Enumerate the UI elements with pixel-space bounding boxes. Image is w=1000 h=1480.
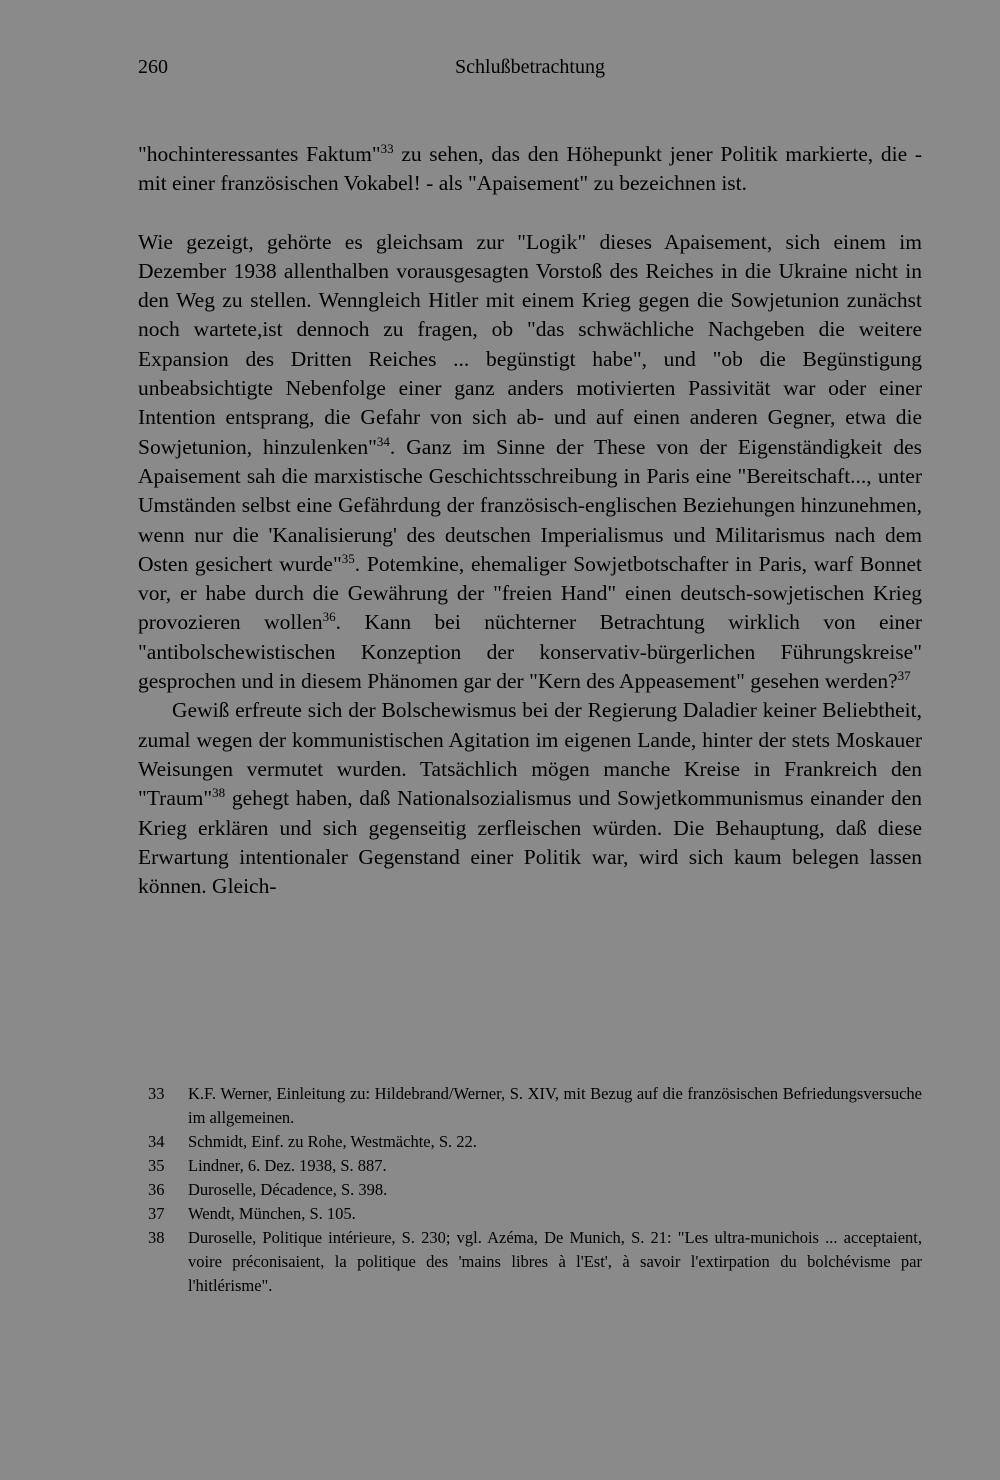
footnote-ref-38: 38: [212, 785, 226, 801]
footnote-number: 38: [148, 1228, 165, 1247]
text-run: . Kann bei nüchterner Betrachtung wirklich von einer "antibolschewistischen Konzeption der konservativ-bürgerlichen Führungskreise" gesprochen und in diesem Phänomen gar der "Kern des Appeasement" gesehen werden?: [138, 610, 922, 694]
footnote-text: K.F. Werner, Einleitung zu: Hildebrand/Werner, S. XIV, mit Bezug auf die französischen Befriedungsversuche im allgemeinen.: [188, 1084, 922, 1127]
paragraph-1: [138, 140, 922, 199]
footnote-text: Duroselle, Décadence, S. 398.: [188, 1180, 388, 1199]
footnote-number: 35: [148, 1156, 165, 1175]
footnote-number: 34: [148, 1132, 165, 1151]
footnote-35: [148, 1154, 922, 1178]
text-run: . Ganz im Sinne der These von der Eigenständigkeit des Apaisement sah die marxistische Geschichtsschreibung in Paris eine "Bereitschaft..., unter Umständen selbst eine Gefährdung der französisch-englischen Beziehungen hinzunehmen, wenn nur die 'Kanalisierung' des deutschen Imperialismus und Militarismus nach dem Osten gesichert wurde": [138, 434, 922, 576]
text-run: zu sehen, das den Höhepunkt jener Politik markierte, die - mit einer französischen Vokabel! - als "Apaisement" zu bezeichnen ist.: [138, 142, 922, 196]
footnote-number: 36: [148, 1180, 165, 1199]
footnote-number: 33: [148, 1084, 165, 1103]
footnote-text: Duroselle, Politique intérieure, S. 230; vgl. Azéma, De Munich, S. 21: "Les ultra-munichois ... acceptaient, voire préconisaient, la politique des 'mains libres à l'Est', à savoir l'extirpation du bolchévisme par l'hitlérisme".: [188, 1228, 922, 1295]
footnote-33: [148, 1082, 922, 1130]
footnotes: [148, 1082, 922, 1298]
main-text: [138, 140, 922, 901]
text-run: Wie gezeigt, gehörte es gleichsam zur "Logik" dieses Apaisement, sich einem im Dezember 1938 allenthalben vorausgesagten Vorstoß des Reiches in die Ukraine nicht in den Weg zu stellen. Wenngleich Hitler mit einem Krieg gegen die Sowjetunion zunächst noch wartete,ist dennoch zu fragen, ob "das schwächliche Nachgeben die weitere Expansion des Dritten Reiches ... begünstigt habe", und "ob die Begünstigung unbeabsichtigte Nebenfolge einer ganz anders motivierten Passivität war oder einer Intention entsprang, die Gefahr von sich ab- und auf einen anderen Gegner, etwa die Sowjetunion, hinzulenken": [138, 229, 922, 459]
footnote-text: Lindner, 6. Dez. 1938, S. 887.: [188, 1156, 387, 1175]
footnote-ref-33: 33: [380, 140, 394, 156]
footnote-text: Schmidt, Einf. zu Rohe, Westmächte, S. 22.: [188, 1132, 477, 1151]
footnote-34: [148, 1130, 922, 1154]
footnote-38: [148, 1226, 922, 1298]
text-run: Gewiß erfreute sich der Bolschewismus bei der Regierung Daladier keiner Beliebtheit, zumal wegen der kommunistischen Agitation im eigenen Lande, hinter der stets Moskauer Weisungen vermutet wurden. Tatsächlich mögen manche Kreise in Frankreich den "Traum": [138, 698, 922, 811]
footnote-ref-34: 34: [376, 433, 390, 449]
paragraph-3: [138, 696, 922, 901]
footnote-ref-37: 37: [897, 667, 911, 683]
running-header: [138, 56, 922, 86]
footnote-number: 37: [148, 1204, 165, 1223]
footnote-ref-36: 36: [322, 609, 336, 625]
paragraph-2: [138, 228, 922, 697]
footnote-37: [148, 1202, 922, 1226]
footnote-36: [148, 1178, 922, 1202]
running-title: Schlußbetrachtung: [455, 56, 605, 78]
text-run: . Potemkine, ehemaliger Sowjetbotschafter in Paris, warf Bonnet vor, er habe durch die Gewährung der "freien Hand" einen deutsch-sowjetischen Krieg provozieren wollen: [138, 551, 922, 635]
page-number: 260: [138, 56, 168, 78]
text-run: "hochinteressantes Faktum": [138, 142, 381, 166]
text-run: gehegt haben, daß Nationalsozialismus und Sowjetkommunismus einander den Krieg erklären und sich gegenseitig zerfleischen würden. Die Behauptung, daß diese Erwartung intentionaler Gegenstand einer Politik war, wird sich kaum belegen lassen können. Gleich-: [138, 786, 922, 899]
footnote-text: Wendt, München, S. 105.: [188, 1204, 356, 1223]
footnote-ref-35: 35: [341, 550, 355, 566]
